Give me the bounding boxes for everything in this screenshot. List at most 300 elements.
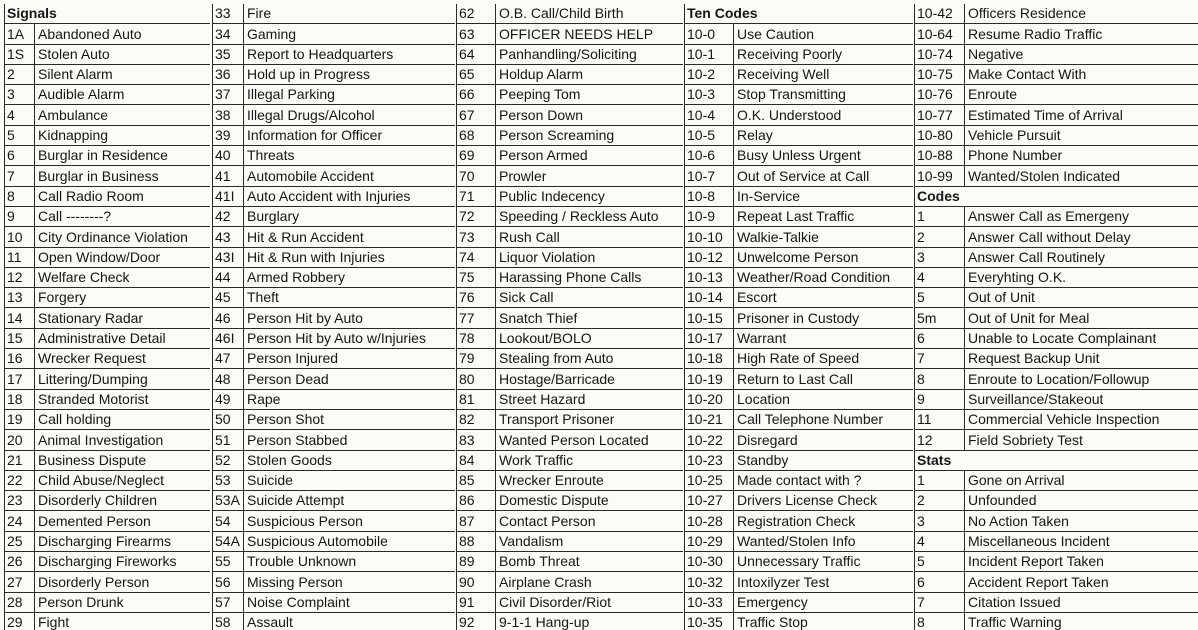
description-cell: City Ordinance Violation bbox=[38, 228, 188, 245]
description-cell: Discharging Firearms bbox=[38, 533, 172, 550]
table-row bbox=[915, 146, 1198, 166]
code-cell: 78 bbox=[457, 329, 496, 348]
description-cell: Audible Alarm bbox=[38, 86, 125, 103]
description-cell: Burglar in Residence bbox=[38, 147, 168, 164]
table-row bbox=[685, 613, 913, 630]
code-cell: 2 bbox=[5, 65, 35, 84]
description-cell: Vandalism bbox=[499, 533, 564, 550]
code-cell: 77 bbox=[457, 308, 496, 327]
table-row bbox=[457, 613, 683, 630]
description-cell: Answer Call as Emergeny bbox=[968, 208, 1130, 225]
table-row bbox=[5, 308, 210, 328]
description-cell: Everyhting O.K. bbox=[968, 269, 1067, 286]
table-row bbox=[685, 593, 913, 613]
table-row bbox=[915, 65, 1198, 85]
table-row bbox=[915, 268, 1198, 288]
description-cell: Fight bbox=[38, 614, 70, 630]
column-signals bbox=[4, 4, 210, 630]
description-cell: Bomb Threat bbox=[499, 553, 580, 570]
description-cell: OFFICER NEEDS HELP bbox=[499, 25, 654, 42]
code-cell: 20 bbox=[5, 430, 35, 449]
table-row bbox=[5, 187, 210, 207]
code-cell: 11 bbox=[915, 410, 965, 429]
table-row bbox=[685, 105, 913, 125]
description-cell: Call --------? bbox=[38, 208, 112, 225]
table-row bbox=[5, 146, 210, 166]
table-row bbox=[457, 532, 683, 552]
table-row bbox=[685, 248, 913, 268]
code-cell: 2 bbox=[915, 491, 965, 510]
table-row bbox=[213, 24, 455, 44]
code-cell: 51 bbox=[213, 430, 244, 449]
description-cell: Auto Accident with Injuries bbox=[247, 187, 411, 204]
code-cell: 40 bbox=[213, 146, 244, 165]
code-cell: 10-27 bbox=[685, 491, 734, 510]
code-cell: 10-64 bbox=[915, 24, 965, 43]
table-row bbox=[685, 451, 913, 471]
table-row bbox=[915, 329, 1198, 349]
code-cell: 23 bbox=[5, 491, 35, 510]
code-cell: 10-25 bbox=[685, 471, 734, 490]
description-cell: Answer Call Routinely bbox=[968, 248, 1105, 265]
code-cell: 10-76 bbox=[915, 85, 965, 104]
description-cell: Burglary bbox=[247, 208, 300, 225]
description-cell: Report to Headquarters bbox=[247, 45, 394, 62]
table-row bbox=[213, 511, 455, 531]
code-cell: 28 bbox=[5, 593, 35, 612]
table-row bbox=[5, 105, 210, 125]
table-row bbox=[685, 65, 913, 85]
description-cell: Liquor Violation bbox=[499, 248, 596, 265]
code-cell: 6 bbox=[915, 572, 965, 591]
description-cell: Drivers License Check bbox=[737, 492, 878, 509]
description-cell: Repeat Last Traffic bbox=[737, 208, 855, 225]
code-cell: 43I bbox=[213, 248, 244, 267]
code-cell: 65 bbox=[457, 65, 496, 84]
description-cell: Receiving Well bbox=[737, 66, 830, 83]
description-cell: Person Screaming bbox=[499, 127, 615, 144]
code-cell: 10-74 bbox=[915, 45, 965, 64]
table-row bbox=[5, 126, 210, 146]
table-row bbox=[213, 308, 455, 328]
description-cell: Discharging Fireworks bbox=[38, 553, 177, 570]
code-cell: 10-8 bbox=[685, 187, 734, 206]
table-row bbox=[915, 207, 1198, 227]
code-cell: 66 bbox=[457, 85, 496, 104]
code-cell: 10-2 bbox=[685, 65, 734, 84]
table-row bbox=[5, 45, 210, 65]
code-cell: 14 bbox=[5, 308, 35, 327]
description-cell: Call Telephone Number bbox=[737, 411, 884, 428]
table-row bbox=[5, 349, 210, 369]
code-cell: 75 bbox=[457, 268, 496, 287]
code-cell: 10-75 bbox=[915, 65, 965, 84]
code-cell: 10-99 bbox=[915, 166, 965, 185]
table-row bbox=[457, 471, 683, 491]
description-cell: Person Shot bbox=[247, 411, 325, 428]
code-cell: 5 bbox=[5, 126, 35, 145]
description-cell: Unnecessary Traffic bbox=[737, 553, 861, 570]
table-row bbox=[915, 105, 1198, 125]
description-cell: Kidnapping bbox=[38, 127, 109, 144]
description-cell: Wrecker Request bbox=[38, 350, 146, 367]
table-row bbox=[5, 613, 210, 630]
code-cell: 18 bbox=[5, 390, 35, 409]
code-cell: 10-80 bbox=[915, 126, 965, 145]
description-cell: Littering/Dumping bbox=[38, 370, 148, 387]
code-cell: 90 bbox=[457, 572, 496, 591]
code-cell: 10-88 bbox=[915, 146, 965, 165]
code-cell: 76 bbox=[457, 288, 496, 307]
table-row bbox=[5, 593, 210, 613]
code-cell: 91 bbox=[457, 593, 496, 612]
description-cell: Disorderly Children bbox=[38, 492, 158, 509]
code-cell: 3 bbox=[915, 511, 965, 530]
table-row bbox=[457, 4, 683, 24]
code-cell: 10-3 bbox=[685, 85, 734, 104]
code-cell: 10-7 bbox=[685, 166, 734, 185]
description-cell: Request Backup Unit bbox=[968, 350, 1100, 367]
table-row bbox=[685, 85, 913, 105]
code-cell: 62 bbox=[457, 4, 496, 23]
table-row bbox=[5, 511, 210, 531]
table-row bbox=[457, 166, 683, 186]
description-cell: Emergency bbox=[737, 593, 808, 610]
code-cell: 33 bbox=[213, 4, 244, 23]
code-cell: 10-77 bbox=[915, 105, 965, 124]
description-cell: Use Caution bbox=[737, 25, 815, 42]
code-cell: 26 bbox=[5, 552, 35, 571]
code-cell: 71 bbox=[457, 187, 496, 206]
code-cell: 84 bbox=[457, 451, 496, 470]
table-row bbox=[457, 207, 683, 227]
code-cell: 10-42 bbox=[915, 4, 965, 23]
description-cell: Gone on Arrival bbox=[968, 472, 1065, 489]
description-cell: Made contact with ? bbox=[737, 472, 862, 489]
table-row bbox=[5, 410, 210, 430]
code-cell: 47 bbox=[213, 349, 244, 368]
description-cell: Child Abuse/Neglect bbox=[38, 472, 165, 489]
code-cell: 58 bbox=[213, 613, 244, 630]
description-cell: Registration Check bbox=[737, 512, 856, 529]
description-cell: Open Window/Door bbox=[38, 248, 161, 265]
table-row bbox=[915, 248, 1198, 268]
code-cell: 5m bbox=[915, 308, 965, 327]
table-row bbox=[915, 572, 1198, 592]
code-cell: 6 bbox=[5, 146, 35, 165]
code-cell: 2 bbox=[915, 227, 965, 246]
code-cell: 10-32 bbox=[685, 572, 734, 591]
code-cell: 57 bbox=[213, 593, 244, 612]
description-cell: Stationary Radar bbox=[38, 309, 144, 326]
code-cell: 35 bbox=[213, 45, 244, 64]
description-cell: Call Radio Room bbox=[38, 187, 144, 204]
table-row bbox=[457, 390, 683, 410]
description-cell: Wanted/Stolen Info bbox=[737, 533, 856, 550]
description-cell: Surveillance/Stakeout bbox=[968, 390, 1104, 407]
table-row bbox=[915, 308, 1198, 328]
table-row bbox=[213, 85, 455, 105]
code-cell: 10-19 bbox=[685, 369, 734, 388]
description-cell: Gaming bbox=[247, 25, 297, 42]
table-row bbox=[685, 308, 913, 328]
code-cell: 4 bbox=[5, 105, 35, 124]
table-row bbox=[213, 390, 455, 410]
table-row bbox=[457, 451, 683, 471]
code-cell: 55 bbox=[213, 552, 244, 571]
code-cell: 19 bbox=[5, 410, 35, 429]
description-cell: Person Hit by Auto w/Injuries bbox=[247, 330, 426, 347]
description-cell: Information for Officer bbox=[247, 127, 383, 144]
code-cell: 54A bbox=[213, 532, 244, 551]
description-cell: Rape bbox=[247, 390, 281, 407]
table-row bbox=[685, 329, 913, 349]
description-cell: O.B. Call/Child Birth bbox=[499, 5, 624, 22]
code-cell: 10-33 bbox=[685, 593, 734, 612]
description-cell: Street Hazard bbox=[499, 390, 586, 407]
code-cell: 7 bbox=[5, 166, 35, 185]
column-rows bbox=[685, 4, 913, 630]
description-cell: Silent Alarm bbox=[38, 66, 113, 83]
code-cell: 69 bbox=[457, 146, 496, 165]
code-cell: 10-12 bbox=[685, 248, 734, 267]
description-cell: Animal Investigation bbox=[38, 431, 164, 448]
code-cell: 10-6 bbox=[685, 146, 734, 165]
table-row bbox=[213, 430, 455, 450]
description-cell: 9-1-1 Hang-up bbox=[499, 614, 590, 630]
description-cell: Domestic Dispute bbox=[499, 492, 609, 509]
description-cell: Negative bbox=[968, 45, 1024, 62]
table-row bbox=[213, 146, 455, 166]
description-cell: Sick Call bbox=[499, 289, 554, 306]
code-cell: 10-9 bbox=[685, 207, 734, 226]
code-cell: 63 bbox=[457, 24, 496, 43]
table-row bbox=[915, 390, 1198, 410]
description-cell: Transport Prisoner bbox=[499, 411, 615, 428]
table-row bbox=[213, 268, 455, 288]
code-cell: 46I bbox=[213, 329, 244, 348]
description-cell: Illegal Drugs/Alcohol bbox=[247, 106, 375, 123]
table-row bbox=[685, 552, 913, 572]
table-row bbox=[457, 308, 683, 328]
description-cell: Walkie-Talkie bbox=[737, 228, 819, 245]
table-row bbox=[457, 65, 683, 85]
description-cell: Trouble Unknown bbox=[247, 553, 357, 570]
table-row bbox=[915, 430, 1198, 450]
code-cell: 8 bbox=[915, 369, 965, 388]
code-cell: 88 bbox=[457, 532, 496, 551]
description-cell: Traffic Warning bbox=[968, 614, 1062, 630]
description-cell: Noise Complaint bbox=[247, 593, 350, 610]
description-cell: Missing Person bbox=[247, 573, 343, 590]
table-row bbox=[685, 369, 913, 389]
table-row bbox=[915, 532, 1198, 552]
description-cell: Call holding bbox=[38, 411, 112, 428]
section-heading-row bbox=[915, 187, 1198, 207]
description-cell: Administrative Detail bbox=[38, 330, 166, 347]
description-cell: Person Down bbox=[499, 106, 584, 123]
table-row bbox=[915, 166, 1198, 186]
table-row bbox=[457, 227, 683, 247]
description-cell: Stop Transmitting bbox=[737, 86, 846, 103]
table-row bbox=[213, 45, 455, 65]
description-cell: Assault bbox=[247, 614, 293, 630]
code-cell: 83 bbox=[457, 430, 496, 449]
table-row bbox=[213, 65, 455, 85]
description-cell: Rush Call bbox=[499, 228, 560, 245]
table-row bbox=[457, 329, 683, 349]
code-cell: 29 bbox=[5, 613, 35, 630]
table-row bbox=[213, 187, 455, 207]
code-cell: 1 bbox=[915, 207, 965, 226]
code-cell: 52 bbox=[213, 451, 244, 470]
table-row bbox=[685, 288, 913, 308]
description-cell: Officers Residence bbox=[968, 5, 1087, 22]
description-cell: Enroute bbox=[968, 86, 1018, 103]
description-cell: Person Armed bbox=[499, 147, 588, 164]
description-cell: Fire bbox=[247, 5, 272, 22]
description-cell: Stolen Auto bbox=[38, 45, 110, 62]
column-rows bbox=[5, 4, 210, 630]
code-cell: 10-30 bbox=[685, 552, 734, 571]
code-cell: 5 bbox=[915, 288, 965, 307]
description-cell: Illegal Parking bbox=[247, 86, 335, 103]
code-cell: 79 bbox=[457, 349, 496, 368]
description-cell: No Action Taken bbox=[968, 512, 1069, 529]
code-cell: 72 bbox=[457, 207, 496, 226]
table-row bbox=[457, 572, 683, 592]
code-cell: 10 bbox=[5, 227, 35, 246]
code-cell: 45 bbox=[213, 288, 244, 307]
description-cell: Escort bbox=[737, 289, 777, 306]
description-cell: Commercial Vehicle Inspection bbox=[968, 411, 1160, 428]
code-cell: 10-14 bbox=[685, 288, 734, 307]
table-row bbox=[5, 268, 210, 288]
code-cell: 27 bbox=[5, 572, 35, 591]
table-row bbox=[685, 126, 913, 146]
code-cell: 48 bbox=[213, 369, 244, 388]
description-cell: Holdup Alarm bbox=[499, 66, 584, 83]
description-cell: Person Injured bbox=[247, 350, 339, 367]
description-cell: Person Stabbed bbox=[247, 431, 348, 448]
table-row bbox=[213, 572, 455, 592]
code-cell: 89 bbox=[457, 552, 496, 571]
table-row bbox=[213, 4, 455, 24]
table-row bbox=[915, 410, 1198, 430]
description-cell: Disorderly Person bbox=[38, 573, 150, 590]
description-cell: Answer Call without Delay bbox=[968, 228, 1131, 245]
table-row bbox=[685, 471, 913, 491]
code-cell: 10-17 bbox=[685, 329, 734, 348]
description-cell: O.K. Understood bbox=[737, 106, 842, 123]
table-row bbox=[5, 166, 210, 186]
table-row bbox=[5, 65, 210, 85]
code-cell: 6 bbox=[915, 329, 965, 348]
table-row bbox=[915, 593, 1198, 613]
code-cell: 37 bbox=[213, 85, 244, 104]
table-row bbox=[915, 85, 1198, 105]
description-cell: Unable to Locate Complainant bbox=[968, 330, 1157, 347]
table-row bbox=[457, 105, 683, 125]
code-cell: 15 bbox=[5, 329, 35, 348]
table-row bbox=[213, 451, 455, 471]
code-cell: 92 bbox=[457, 613, 496, 630]
table-row bbox=[457, 288, 683, 308]
description-cell: Field Sobriety Test bbox=[968, 431, 1083, 448]
description-cell: Vehicle Pursuit bbox=[968, 127, 1061, 144]
table-row bbox=[685, 187, 913, 207]
code-cell: 8 bbox=[5, 187, 35, 206]
code-cell: 10-18 bbox=[685, 349, 734, 368]
code-cell: 5 bbox=[915, 552, 965, 571]
description-cell: Hostage/Barricade bbox=[499, 370, 615, 387]
table-row bbox=[5, 451, 210, 471]
code-cell: 38 bbox=[213, 105, 244, 124]
code-cell: 11 bbox=[5, 248, 35, 267]
description-cell: Wanted/Stolen Indicated bbox=[968, 167, 1121, 184]
description-cell: Burglar in Business bbox=[38, 167, 159, 184]
code-cell: 53A bbox=[213, 491, 244, 510]
description-cell: Suicide Attempt bbox=[247, 492, 345, 509]
description-cell: Hit & Run with Injuries bbox=[247, 248, 385, 265]
description-cell: Person Hit by Auto bbox=[247, 309, 363, 326]
code-cell: 10-21 bbox=[685, 410, 734, 429]
table-row bbox=[213, 369, 455, 389]
description-cell: Location bbox=[737, 390, 790, 407]
table-row bbox=[213, 410, 455, 430]
code-cell: 24 bbox=[5, 511, 35, 530]
code-cell: 41 bbox=[213, 166, 244, 185]
code-cell: 80 bbox=[457, 369, 496, 388]
description-cell: Enroute to Location/Followup bbox=[968, 370, 1150, 387]
description-cell: Threats bbox=[247, 147, 295, 164]
table-row bbox=[685, 390, 913, 410]
description-cell: Hold up in Progress bbox=[247, 66, 370, 83]
code-cell: 3 bbox=[915, 248, 965, 267]
column-signals-33-58 bbox=[212, 4, 455, 630]
table-row bbox=[213, 613, 455, 630]
description-cell: Busy Unless Urgent bbox=[737, 147, 861, 164]
description-cell: Make Contact With bbox=[968, 66, 1087, 83]
description-cell: Intoxilyzer Test bbox=[737, 573, 830, 590]
description-cell: Out of Unit bbox=[968, 289, 1035, 306]
column-rows bbox=[457, 4, 683, 630]
code-cell: 64 bbox=[457, 45, 496, 64]
description-cell: Traffic Stop bbox=[737, 614, 808, 630]
table-row bbox=[685, 532, 913, 552]
table-row bbox=[915, 288, 1198, 308]
description-cell: Weather/Road Condition bbox=[737, 269, 891, 286]
description-cell: Forgery bbox=[38, 289, 87, 306]
description-cell: In-Service bbox=[737, 187, 801, 204]
code-cell: 22 bbox=[5, 471, 35, 490]
code-cell: 10-10 bbox=[685, 227, 734, 246]
code-cell: 9 bbox=[5, 207, 35, 226]
table-row bbox=[5, 471, 210, 491]
table-row bbox=[457, 248, 683, 268]
code-cell: 3 bbox=[5, 85, 35, 104]
code-cell: 21 bbox=[5, 451, 35, 470]
code-cell: 56 bbox=[213, 572, 244, 591]
description-cell: Miscellaneous Incident bbox=[968, 533, 1110, 550]
table-row bbox=[213, 471, 455, 491]
description-cell: Snatch Thief bbox=[499, 309, 578, 326]
table-row bbox=[5, 85, 210, 105]
table-row bbox=[213, 105, 455, 125]
table-row bbox=[915, 227, 1198, 247]
table-row bbox=[213, 329, 455, 349]
table-row bbox=[685, 207, 913, 227]
